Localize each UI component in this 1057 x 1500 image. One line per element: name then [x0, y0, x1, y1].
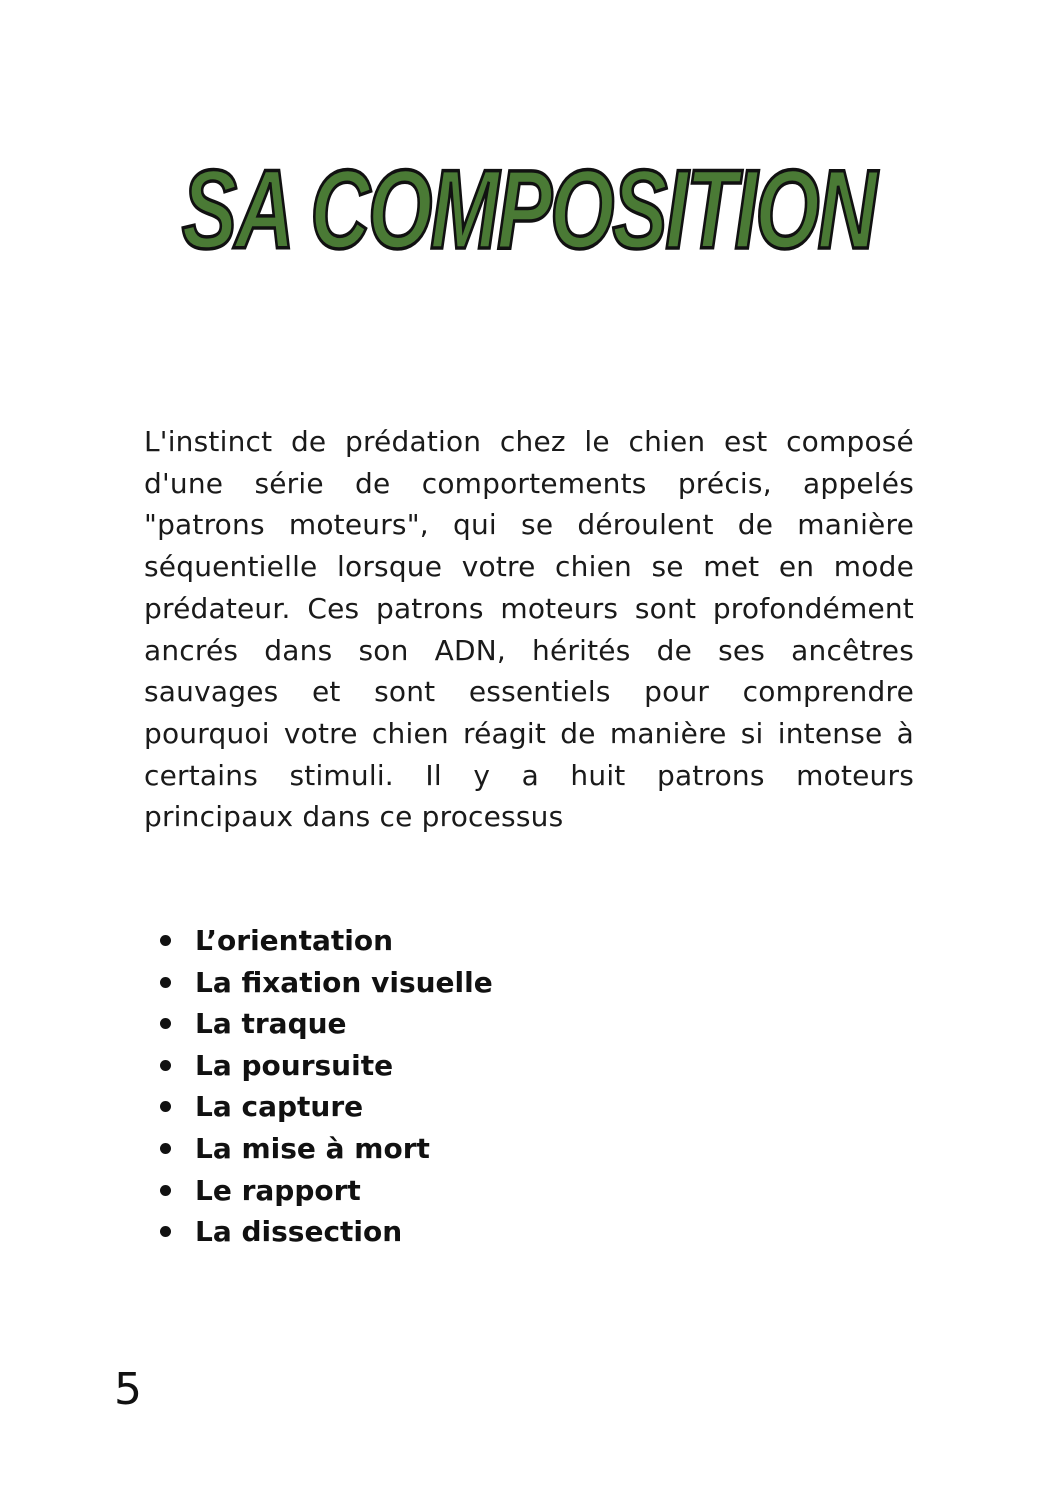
motor-patterns-list: [160, 920, 493, 1253]
bullet-icon: [160, 1143, 171, 1154]
bullet-icon: [160, 977, 171, 988]
list-item-label: La fixation visuelle: [195, 965, 493, 999]
list-item-label: Le rapport: [195, 1173, 361, 1207]
page-title: SA COMPOSITION: [181, 147, 876, 272]
intro-paragraph: L'instinct de prédation chez le chien est composé d'une série de comportements précis, appelés "patrons moteurs", qui se déroulent de manière séquentielle lorsque votre chien se met en mode prédateur. Ces patrons moteurs sont profondément ancrés dans son ADN, hérités de ses ancêtres sauvages et sont essentiels pour comprendre pourquoi votre chien réagit de manière si intense à certains stimuli. Il y a huit patrons moteurs principaux dans ce processus: [144, 425, 914, 834]
list-item-label: La poursuite: [195, 1048, 394, 1082]
bullet-icon: [160, 1018, 171, 1029]
list-item-label: La dissection: [195, 1215, 403, 1249]
list-item: [160, 1170, 493, 1212]
bullet-icon: [160, 1185, 171, 1196]
list-item: [160, 920, 493, 962]
page-number: 5: [114, 1364, 142, 1415]
list-item-label: L’orientation: [195, 924, 394, 957]
list-item-label: La capture: [195, 1090, 364, 1124]
list-item-label: La traque: [195, 1007, 347, 1041]
bullet-icon: [160, 1060, 171, 1071]
list-item: [160, 1003, 493, 1045]
bullet-icon: [160, 935, 171, 946]
bullet-icon: [160, 1226, 171, 1237]
list-item: [160, 1086, 493, 1128]
list-item-label: La mise à mort: [195, 1131, 430, 1165]
list-item: [160, 1128, 493, 1170]
list-item: [160, 1211, 493, 1253]
list-item: [160, 962, 493, 1004]
list-item: [160, 1045, 493, 1087]
bullet-icon: [160, 1101, 171, 1112]
